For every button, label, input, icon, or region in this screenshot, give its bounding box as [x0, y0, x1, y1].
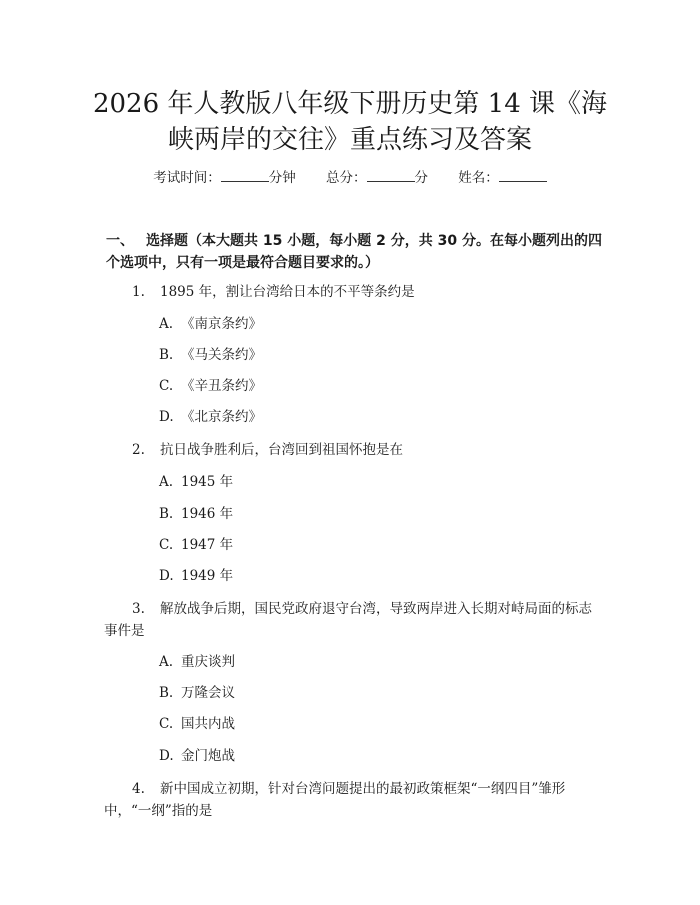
- time-blank: [221, 168, 269, 182]
- question-text-line2: 中，“一纲”指的是: [104, 803, 213, 819]
- option-3a: A. 重庆谈判: [159, 654, 235, 670]
- option-3c: C. 国共内战: [159, 716, 235, 732]
- question-number: 1.: [132, 284, 145, 300]
- question-4-cont: [104, 799, 574, 823]
- question-1: [132, 280, 602, 304]
- question-number: 2.: [132, 442, 145, 458]
- option-1b: B. 《马关条约》: [159, 347, 262, 363]
- question-text-line1: 新中国成立初期，针对台湾问题提出的最初政策框架“一纲四目”雏形: [160, 781, 566, 797]
- name-label: 姓名：: [458, 170, 499, 186]
- option-3b: B. 万隆会议: [159, 685, 235, 701]
- section-text: 选择题（本大题共 15 小题，每小题 2 分，共 30 分。在每小题列出的四个选项中，只有一项是最符合题目要求的。）: [106, 233, 602, 271]
- time-label: 考试时间：: [153, 170, 221, 186]
- exam-info: [0, 168, 700, 188]
- question-4: [132, 777, 602, 801]
- question-text: 抗日战争胜利后，台湾回到祖国怀抱是在: [160, 442, 403, 458]
- score-label: 总分：: [326, 170, 367, 186]
- option-3d: D. 金门炮战: [159, 748, 235, 764]
- option-2c: C. 1947 年: [159, 537, 234, 553]
- question-3-cont: [104, 619, 574, 643]
- section-number: 一、: [106, 233, 134, 249]
- option-1c: C. 《辛丑条约》: [159, 378, 262, 394]
- question-text-line1: 解放战争后期，国民党政府退守台湾，导致两岸进入长期对峙局面的标志: [160, 601, 592, 617]
- title-line-1: 2026 年人教版八年级下册历史第 14 课《海: [92, 89, 608, 119]
- option-1d: D. 《北京条约》: [159, 409, 262, 425]
- question-text-line2: 事件是: [104, 623, 145, 639]
- option-2a: A. 1945 年: [159, 474, 234, 490]
- name-blank: [499, 168, 547, 182]
- option-2d: D. 1949 年: [159, 568, 234, 584]
- option-1a: A. 《南京条约》: [159, 316, 262, 332]
- section-heading: [106, 230, 606, 274]
- question-text: 1895 年，割让台湾给日本的不平等条约是: [160, 284, 415, 300]
- option-2b: B. 1946 年: [159, 506, 234, 522]
- score-blank: [367, 168, 415, 182]
- document-title: [70, 86, 630, 158]
- question-3: [132, 597, 602, 621]
- title-line-2: 峡两岸的交往》重点练习及答案: [167, 125, 532, 155]
- score-unit: 分: [414, 170, 428, 186]
- time-unit: 分钟: [268, 170, 296, 186]
- question-number: 3.: [132, 601, 145, 617]
- question-2: [132, 438, 602, 462]
- question-number: 4.: [132, 781, 145, 797]
